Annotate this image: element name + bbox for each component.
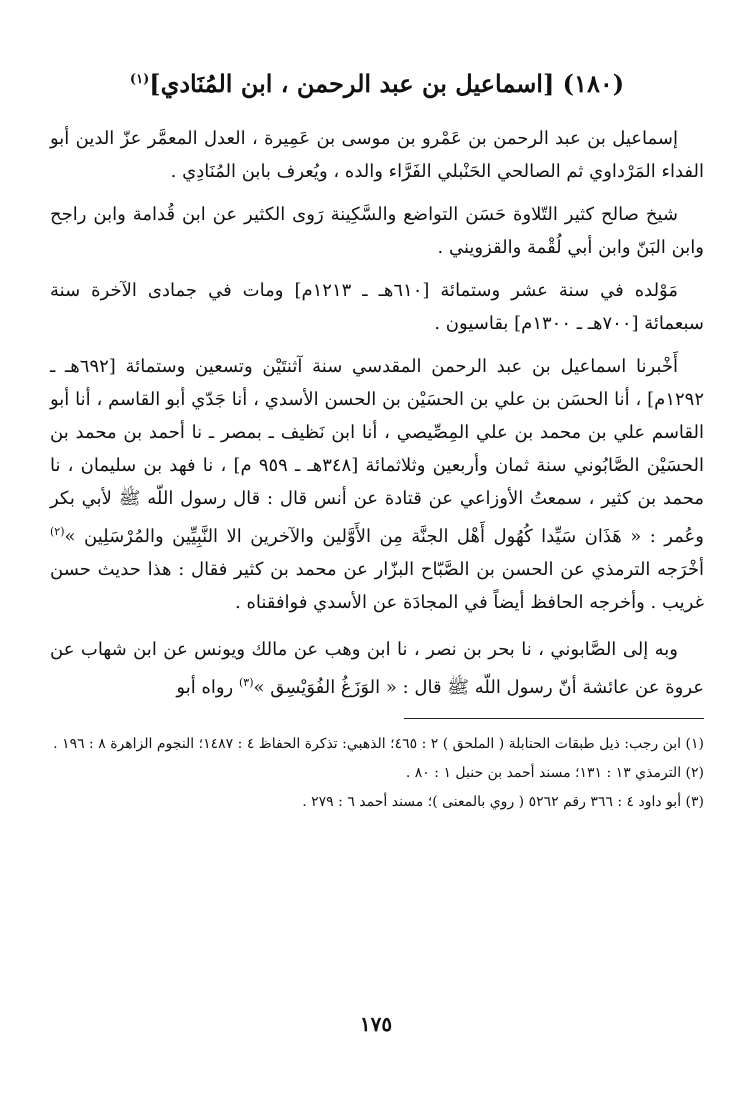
paragraph-text: مَوْلده في سنة عشر وستمائة [٦١٠هـ ـ ١٢١٣م] ومات في جمادى الآخرة سنة سبعمائة [٧٠٠هـ ـ ١٣٠٠م] بقاسيون . — [50, 280, 704, 334]
title-footnote-ref: (١) — [129, 72, 150, 87]
paragraph-description — [50, 198, 704, 264]
footnote: (١) ابن رجب: ذيل طبقات الحنابلة ( الملحق ) ٢ : ٤٦٥؛ الذهبي: تذكرة الحفاظ ٤ : ١٤٨٧؛ النجوم الزاهرة ٨ : ١٩٦ . — [53, 736, 704, 752]
paragraph-tail: أخْرَجه الترمذي عن الحسن بن الصَّبّاح البزّار عن محمد بن كثير فقال : هذا حديث حسن غريب . وأخرجه الحافظ أيضاً في المجادَة عن الأسدي فوافقناه . — [50, 559, 704, 613]
paragraph-text: وبه إلى الصَّابوني ، نا بحر بن نصر ، نا ابن وهب عن مالك ويونس عن ابن شهاب عن عروة عن عائشة أنّ رسول اللّه ﷺ قال : « الوَزَغُ الفُوَيْسِق » — [50, 639, 704, 698]
page-number: ١٧٥ — [359, 1012, 393, 1036]
paragraph-text: إسماعيل بن عبد الرحمن بن عَمْرو بن موسى بن عَمِيرة ، العدل المعمَّر عزّ الدين أبو الفداء المَرْداوي ثم الصالحي الحَنْبلي الفَرَّاء والده ، ويُعرف بابن المُنَادِي . — [50, 128, 704, 182]
footnote-divider — [404, 718, 704, 719]
entry-title-text: (١٨٠) [اسماعيل بن عبد الرحمن ، ابن المُنَادي] — [149, 69, 625, 98]
paragraph-tail: رواه أبو — [176, 677, 239, 698]
paragraph-text: شيخ صالح كثير التّلاوة حَسَن التواضع والسَّكِينة رَوى الكثير عن ابن قُدامة وابن راجح وابن البَنّ وابن أبي لُقْمة والقزويني . — [50, 204, 704, 258]
paragraph-name — [50, 122, 704, 188]
footnote: (٣) أبو داود ٤ : ٣٦٦ رقم ٥٢٦٢ ( روي بالمعنى )؛ مسند أحمد ٦ : ٢٧٩ . — [302, 794, 704, 810]
paragraph-hadith-2 — [50, 633, 704, 704]
entry-title — [50, 62, 704, 102]
footnote-ref: (٣) — [238, 676, 254, 689]
paragraph-text: أَخْبرنا اسماعيل بن عبد الرحمن المقدسي سنة آثنتَيْن وتسعين وستمائة [٦٩٢هـ ـ ١٢٩٢م] ، أنا الحسَن بن علي بن الحسَيْن بن الحسن الأسدي ، أنا جَدّي أبو القاسم ، أنا أبو القاسم علي بن محمد بن علي المِصِّيصي ، أنا ابن نَظيف ـ بمصر ـ نا أحمد بن محمد بن الحسَيْن الصَّابُوني سنة ثمان وأربعين وثلاثمائة [٣٤٨هـ ـ ٩٥٩ م] ، نا فهد بن سليمان ، نا محمد بن كثير ، سمعتُ الأوزاعي عن قتادة عن أنس قال : قال رسول اللّه ﷺ لأبي بكر وعُمر : « هَذَان سَيِّدا كُهُول أَهْل الجنَّة مِن الأَوَّلين والآخرين الا النَّبِيِّين والمُرْسَلِين » — [50, 356, 704, 547]
footnote: (٢) الترمذي ١٣ : ١٣١؛ مسند أحمد بن حنبل ١ : ٨٠ . — [405, 765, 704, 781]
paragraph-hadith-1 — [50, 350, 704, 619]
footnote-ref: (٢) — [50, 525, 65, 538]
paragraph-dates — [50, 274, 704, 340]
